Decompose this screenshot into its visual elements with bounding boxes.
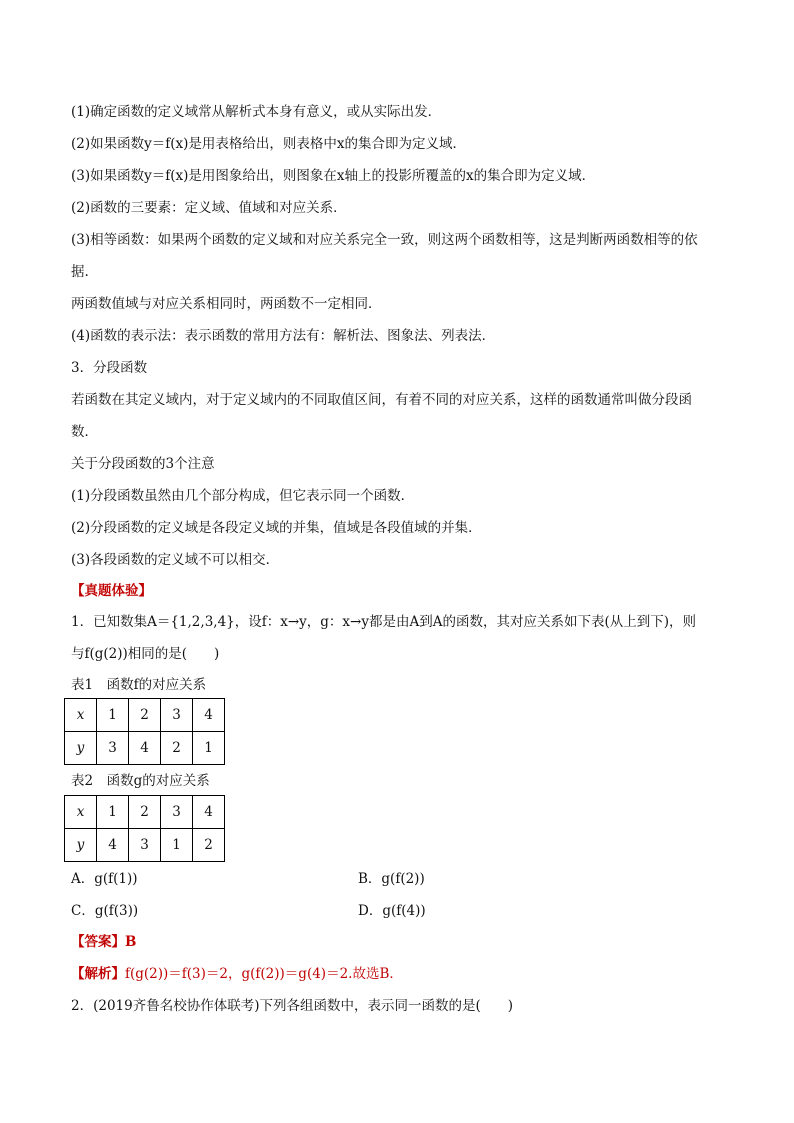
table-cell: 1 xyxy=(161,829,193,862)
paragraph-piecewise-note-3: (3)各段函数的定义域不可以相交． xyxy=(71,552,280,568)
table-cell: 1 xyxy=(97,796,129,829)
paragraph-piecewise-def: 若函数在其定义域内，对于定义域内的不同取值区间，有着不同的对应关系，这样的函数通常叫做分段函 xyxy=(71,392,692,408)
paragraph-piecewise-def-cont: 数． xyxy=(71,424,98,440)
table-cell: 4 xyxy=(193,796,225,829)
table-cell: 3 xyxy=(97,732,129,765)
heading-piecewise: 3．分段函数 xyxy=(71,360,148,376)
table-cell: 2 xyxy=(161,732,193,765)
section-heading-practice: 【真题体验】 xyxy=(71,583,152,599)
analysis-text: f(g(2))＝f(3)＝2，g(f(2))＝g(4)＝2.故选B． xyxy=(125,966,403,982)
analysis-label: 【解析】 xyxy=(71,966,125,982)
table-cell: 4 xyxy=(193,699,225,732)
paragraph-three-elements: (2)函数的三要素：定义域、值域和对应关系． xyxy=(71,200,347,216)
paragraph-range-note: 两函数值域与对应关系相同时，两函数不一定相同． xyxy=(71,296,382,312)
table-row xyxy=(65,829,225,862)
question-1-stem-cont: 与f(g(2))相同的是( ) xyxy=(71,646,220,662)
table-1-caption: 表1 函数f的对应关系 xyxy=(71,677,207,693)
table-cell: 3 xyxy=(129,829,161,862)
paragraph-equal-functions-cont: 据. xyxy=(71,264,89,280)
table-cell: 2 xyxy=(129,796,161,829)
option-a: A．g(f(1)) xyxy=(71,871,138,887)
table-row xyxy=(65,796,225,829)
option-c: C．g(f(3)) xyxy=(71,903,139,919)
question-2-stem: 2．(2019齐鲁名校协作体联考)下列各组函数中，表示同一函数的是( ) xyxy=(71,998,514,1014)
table-cell: 1 xyxy=(193,732,225,765)
table-1 xyxy=(64,698,225,765)
option-d: D．g(f(4)) xyxy=(358,903,426,919)
question-1-stem: 1．已知数集A＝{1,2,3,4}，设f：x→y，g：x→y都是由A到A的函数，其对应关系如下表(从上到下)，则 xyxy=(71,614,697,630)
analysis-line xyxy=(71,965,403,983)
table-cell: x xyxy=(65,796,97,829)
table-cell: 4 xyxy=(97,829,129,862)
table-row xyxy=(65,699,225,732)
table-cell: 3 xyxy=(161,796,193,829)
table-cell: 2 xyxy=(193,829,225,862)
table-cell: 1 xyxy=(97,699,129,732)
paragraph-piecewise-notes-title: 关于分段函数的3个注意 xyxy=(71,456,215,472)
paragraph-piecewise-note-2: (2)分段函数的定义域是各段定义域的并集，值域是各段值域的并集． xyxy=(71,520,482,536)
paragraph-domain-note-2: (2)如果函数y＝f(x)是用表格给出，则表格中x的集合即为定义域． xyxy=(71,136,467,152)
table-cell: y xyxy=(65,732,97,765)
option-b: B．g(f(2)) xyxy=(358,871,425,887)
table-cell: 4 xyxy=(129,732,161,765)
answer-label: 【答案】B xyxy=(71,934,137,950)
paragraph-domain-note-3: (3)如果函数y＝f(x)是用图象给出，则图象在x轴上的投影所覆盖的x的集合即为定义域． xyxy=(71,168,596,184)
table-cell: x xyxy=(65,699,97,732)
paragraph-piecewise-note-1: (1)分段函数虽然由几个部分构成，但它表示同一个函数． xyxy=(71,488,415,504)
table-2-caption: 表2 函数g的对应关系 xyxy=(71,773,210,789)
table-row xyxy=(65,732,225,765)
paragraph-domain-note-1: (1)确定函数的定义域常从解析式本身有意义，或从实际出发． xyxy=(71,104,442,120)
paragraph-representation: (4)函数的表示法：表示函数的常用方法有：解析法、图象法、列表法． xyxy=(71,328,496,344)
table-2 xyxy=(64,795,225,862)
paragraph-equal-functions: (3)相等函数：如果两个函数的定义域和对应关系完全一致，则这两个函数相等，这是判断两函数相等的依 xyxy=(71,232,698,248)
table-cell: y xyxy=(65,829,97,862)
table-cell: 3 xyxy=(161,699,193,732)
table-cell: 2 xyxy=(129,699,161,732)
